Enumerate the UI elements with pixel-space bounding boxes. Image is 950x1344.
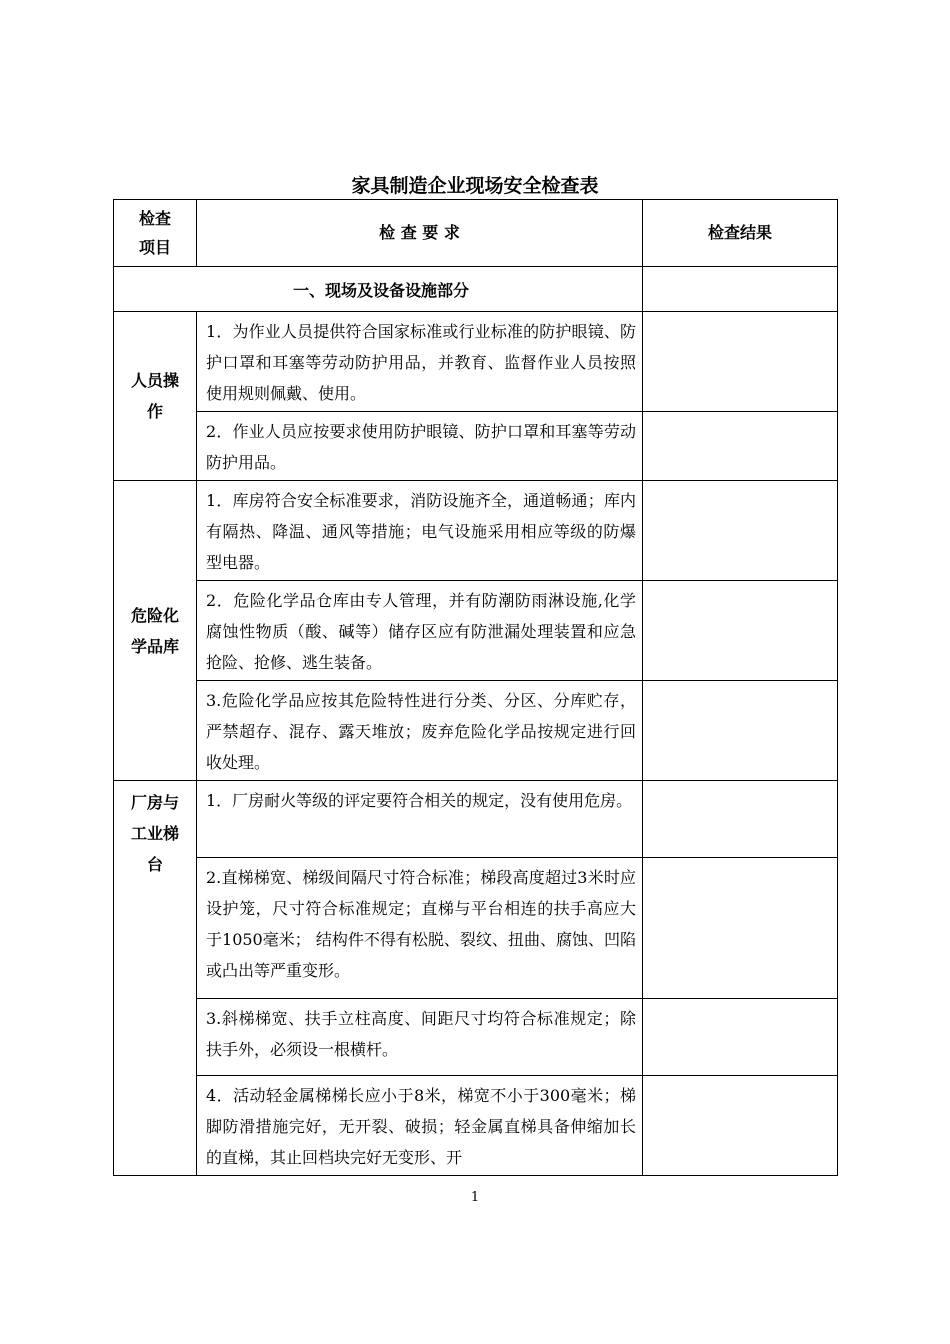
result-cell[interactable] <box>643 267 838 312</box>
inspection-table <box>113 199 838 1176</box>
header-item-label: 检查项目 <box>138 209 171 257</box>
table-row <box>114 681 838 781</box>
result-cell[interactable] <box>643 312 838 412</box>
section-title: 一、现场及设备设施部分 <box>114 267 643 312</box>
requirement-cell: 4．活动轻金属梯梯长应小于8米，梯宽不小于300毫米；梯脚防滑措施完好，无开裂、破损；轻金属直梯具备伸缩加长的直梯，其止回档块完好无变形、开 <box>197 1076 643 1176</box>
result-cell[interactable] <box>643 481 838 581</box>
category-label: 人员操作 <box>130 371 179 421</box>
table-row <box>114 312 838 412</box>
requirement-cell: 2．作业人员应按要求使用防护眼镜、防护口罩和耳塞等劳动防护用品。 <box>197 412 643 481</box>
table-header-row <box>114 200 838 267</box>
result-cell[interactable] <box>643 781 838 858</box>
result-cell[interactable] <box>643 581 838 681</box>
table-row <box>114 1076 838 1176</box>
requirement-cell: 1．厂房耐火等级的评定要符合相关的规定，没有使用危房。 <box>197 781 643 858</box>
requirement-cell: 3.斜梯梯宽、扶手立柱高度、间距尺寸均符合标准规定；除扶手外，必须设一根横杆。 <box>197 999 643 1076</box>
table-row <box>114 999 838 1076</box>
result-cell[interactable] <box>643 999 838 1076</box>
category-cell <box>114 781 197 1176</box>
header-result: 检查结果 <box>643 200 838 267</box>
result-cell[interactable] <box>643 1076 838 1176</box>
category-cell <box>114 312 197 481</box>
page-number: 1 <box>470 1190 480 1205</box>
requirement-cell: 2．危险化学品仓库由专人管理，并有防潮防雨淋设施,化学腐蚀性物质（酸、碱等）储存区应有防泄漏处理装置和应急抢险、抢修、逃生装备。 <box>197 581 643 681</box>
header-requirement: 检 查 要 求 <box>197 200 643 267</box>
table-row <box>114 412 838 481</box>
table-row <box>114 858 838 999</box>
section-row <box>114 267 838 312</box>
table-row <box>114 781 838 858</box>
document-title: 家具制造企业现场安全检查表 <box>351 175 599 197</box>
requirement-cell: 2.直梯梯宽、梯级间隔尺寸符合标准；梯段高度超过3米时应设护笼，尺寸符合标准规定；直梯与平台相连的扶手高应大于1050毫米； 结构件不得有松脱、裂纹、扭曲、腐蚀、凹陷或凸出等严重变形。 <box>197 858 643 999</box>
category-label: 厂房与工业梯台 <box>130 793 179 874</box>
header-item <box>114 200 197 267</box>
requirement-cell: 1．库房符合安全标准要求，消防设施齐全，通道畅通；库内有隔热、降温、通风等措施；电气设施采用相应等级的防爆型电器。 <box>197 481 643 581</box>
table-row <box>114 581 838 681</box>
table-row <box>114 481 838 581</box>
result-cell[interactable] <box>643 681 838 781</box>
requirement-cell: 1．为作业人员提供符合国家标准或行业标准的防护眼镜、防护口罩和耳塞等劳动防护用品，并教育、监督作业人员按照使用规则佩戴、使用。 <box>197 312 643 412</box>
category-label: 危险化学品库 <box>130 605 179 656</box>
result-cell[interactable] <box>643 858 838 999</box>
requirement-cell: 3.危险化学品应按其危险特性进行分类、分区、分库贮存，严禁超存、混存、露天堆放；废弃危险化学品按规定进行回收处理。 <box>197 681 643 781</box>
category-cell <box>114 481 197 781</box>
result-cell[interactable] <box>643 412 838 481</box>
